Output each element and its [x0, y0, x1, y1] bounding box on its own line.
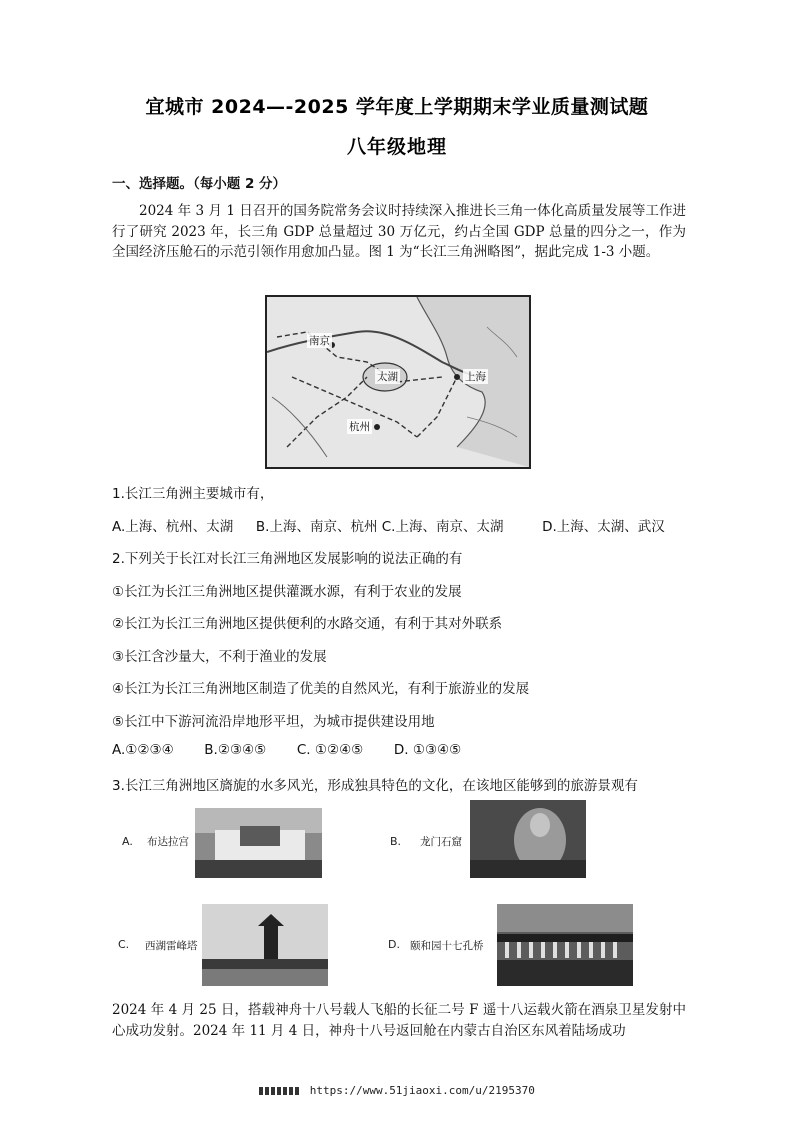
yangtze-delta-map [265, 295, 531, 469]
leifeng-pagoda-photo [202, 904, 328, 986]
exam-title: 宜城市 2024—-2025 学年度上学期期末学业质量测试题 [145, 96, 649, 118]
q1-option-a[interactable]: A.上海、杭州、太湖 [112, 519, 234, 535]
q2-item-1: ①长江为长江三角洲地区提供灌溉水源，有利于农业的发展 [112, 584, 462, 600]
intro-paragraph: 2024 年 3 月 1 日召开的国务院常务会议时持续深入推进长三角一体化高质量发展等工作进行了研究 2023 年，长三角 GDP 总量超过 30 万亿元，约占全国 GDP 总量的四分之一，作为全国经济压舱石的示范引领作用愈加凸显。图 1 为“长江三角洲略图”，据此完成 1-3 小题。 [112, 203, 686, 260]
q2-item-5: ⑤长江中下游河流沿岸地形平坦，为城市提供建设用地 [112, 714, 435, 730]
q2-item-3: ③长江含沙量大，不利于渔业的发展 [112, 649, 327, 665]
footer-url[interactable]: https://www.51jiaoxi.com/u/2195370 [309, 1084, 535, 1097]
q1-options [112, 515, 665, 535]
q3-choice-b-letter[interactable]: B. [390, 835, 402, 848]
footer [0, 1084, 794, 1097]
potala-palace-photo [195, 808, 322, 878]
q3-stem: 3.长江三角洲地区旖旎的水多风光，形成独具特色的文化，在该地区能够到的旅游景观有 [112, 778, 638, 794]
q3-choice-d-letter[interactable]: D. [388, 938, 400, 951]
q1-option-c[interactable]: C.上海、南京、太湖 [381, 519, 504, 535]
q3-choice-d-name: 颐和园十七孔桥 [410, 940, 484, 952]
section-heading: 一、选择题。（每小题 2 分） [112, 176, 287, 192]
q2-stem: 2.下列关于长江对长江三角洲地区发展影响的说法正确的有 [112, 551, 463, 567]
q3-choice-a-letter[interactable]: A. [122, 835, 133, 848]
map-label-taihu: 太湖 [377, 371, 398, 383]
q1-stem: 1.长江三角洲主要城市有， [112, 486, 274, 502]
watermark-logo-icon [259, 1087, 299, 1095]
passage-shenzhou: 2024 年 4 月 25 日，搭载神舟十八号载人飞船的长征二号 F 遥十八运载火箭在酒泉卫星发射中心成功发射。2024 年 11 月 4 日，神舟十八号返回舱在内蒙古自治区东风着陆场成功 [112, 1002, 686, 1039]
longmen-grottoes-photo [470, 800, 586, 878]
q1-option-b[interactable]: B.上海、南京、杭州 [255, 519, 378, 535]
map-label-shanghai: 上海 [465, 371, 486, 383]
q2-item-4: ④长江为长江三角洲地区制造了优美的自然风光，有利于旅游业的发展 [112, 681, 530, 697]
q2-option-d[interactable]: D. ①③④⑤ [393, 742, 462, 758]
q2-item-2: ②长江为长江三角洲地区提供便利的水路交通，有利于其对外联系 [112, 616, 503, 632]
q2-option-a[interactable]: A.①②③④ [112, 742, 174, 758]
q3-choice-a-name: 布达拉宫 [147, 836, 189, 848]
map-label-nanjing: 南京 [309, 335, 330, 347]
exam-subtitle: 八年级地理 [346, 136, 447, 158]
q3-choice-b-name: 龙门石窟 [420, 836, 462, 848]
q1-option-d[interactable]: D.上海、太湖、武汉 [542, 519, 665, 535]
seventeen-arch-bridge-photo [497, 904, 633, 986]
map-label-hangzhou: 杭州 [349, 421, 370, 433]
q2-options [112, 742, 461, 758]
q3-choice-c-letter[interactable]: C. [118, 938, 130, 951]
q2-option-c[interactable]: C. ①②④⑤ [296, 742, 364, 758]
q3-choice-c-name: 西湖雷峰塔 [145, 940, 198, 952]
q2-option-b[interactable]: B.②③④⑤ [204, 742, 267, 758]
